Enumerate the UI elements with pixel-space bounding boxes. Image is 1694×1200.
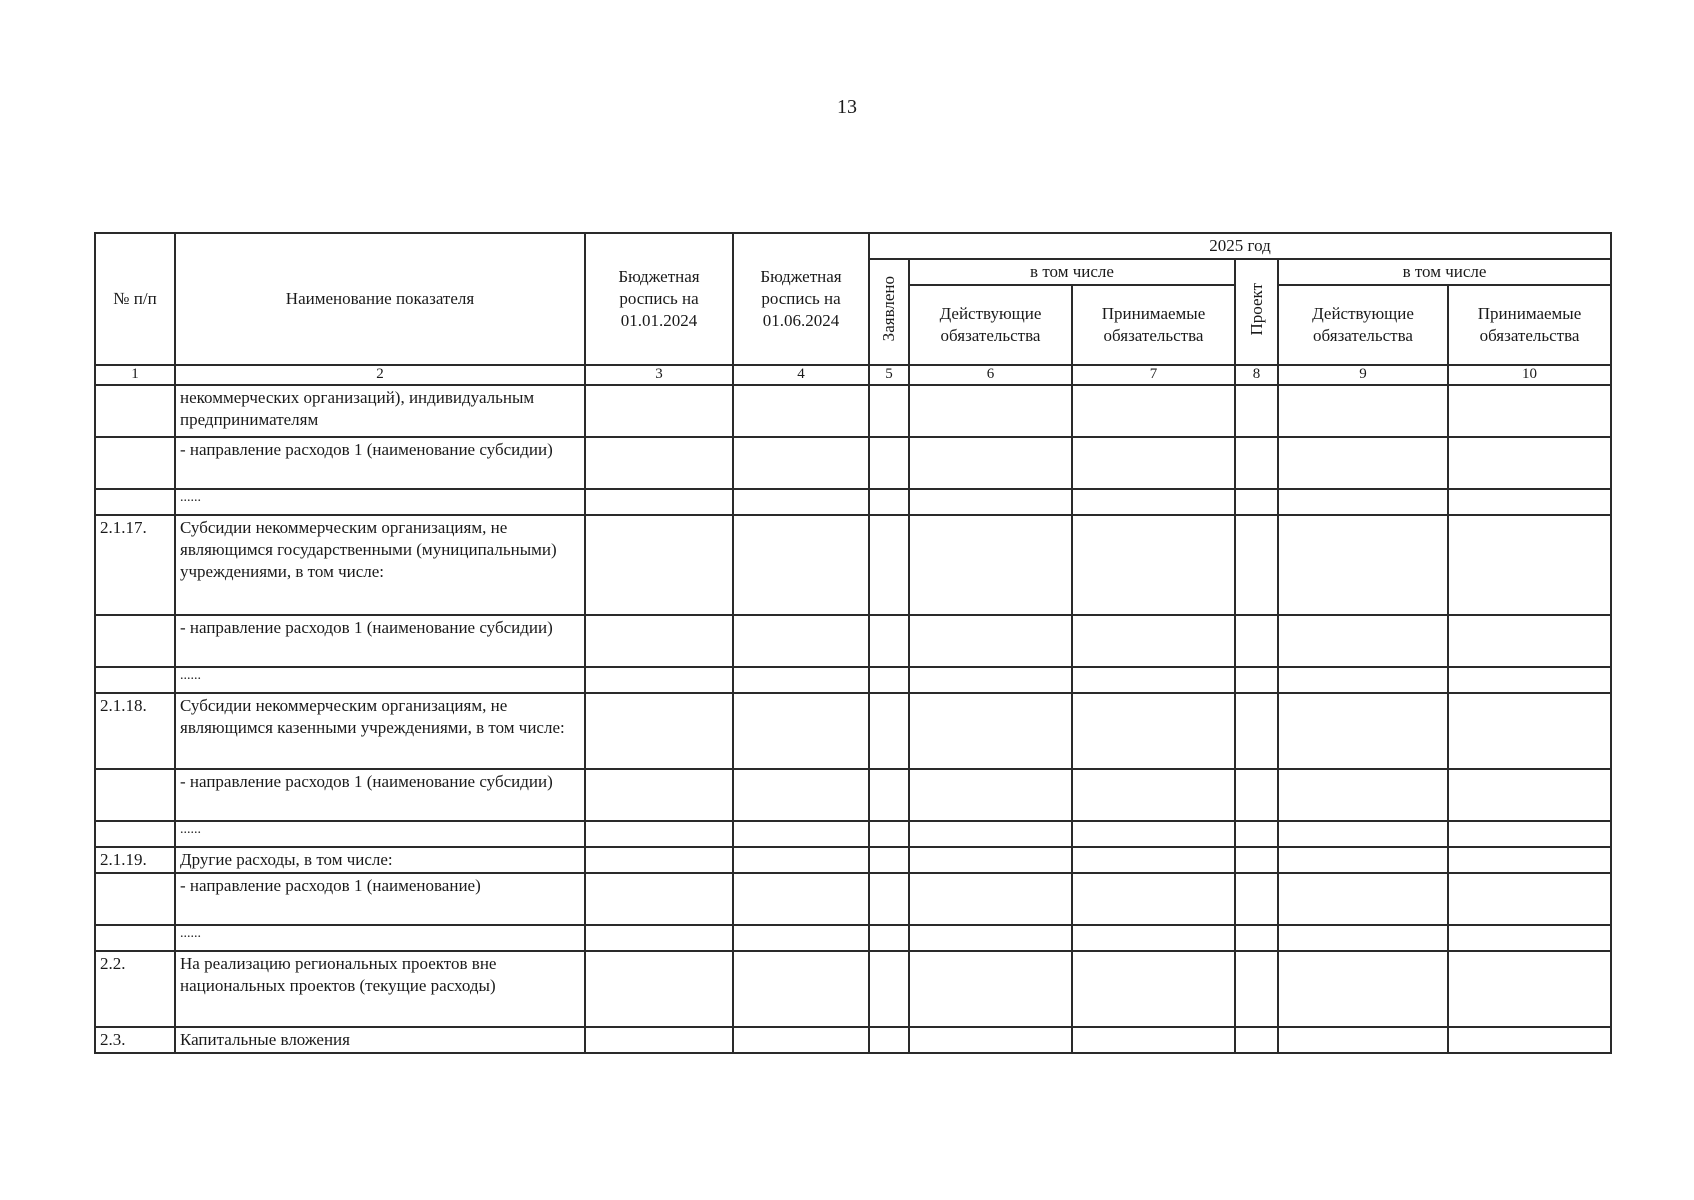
- col-number-10: 10: [1448, 365, 1611, 385]
- row-name: На реализацию региональных проектов вне национальных проектов (текущие расходы): [175, 951, 585, 1027]
- header-declared-label: Заявлено: [879, 276, 898, 342]
- row-number: [95, 821, 175, 847]
- row-name: - направление расходов 1 (наименование субсидии): [175, 437, 585, 489]
- row-number: 2.1.19.: [95, 847, 175, 873]
- header-project-label: Проект: [1246, 282, 1266, 336]
- row-name: - направление расходов 1 (наименование субсидии): [175, 769, 585, 821]
- header-project: [1235, 259, 1278, 365]
- table-row: [95, 873, 1611, 925]
- row-name: - направление расходов 1 (наименование): [175, 873, 585, 925]
- row-name: ......: [175, 925, 585, 951]
- col-number-1: 1: [95, 365, 175, 385]
- table-row: [95, 489, 1611, 515]
- col-number-4: 4: [733, 365, 869, 385]
- table-row: [95, 667, 1611, 693]
- row-name: ......: [175, 489, 585, 515]
- col-number-8: 8: [1235, 365, 1278, 385]
- table-row: [95, 615, 1611, 667]
- row-number: [95, 437, 175, 489]
- header-budget-0106: Бюджетная роспись на 01.06.2024: [733, 233, 869, 365]
- header-accepted-1: Принимаемые обязательства: [1072, 285, 1235, 365]
- header-including-1: в том числе: [909, 259, 1235, 285]
- table-row: [95, 437, 1611, 489]
- header-year: 2025 год: [869, 233, 1611, 259]
- column-number-row: [95, 365, 1611, 385]
- row-number: [95, 925, 175, 951]
- row-name: Капитальные вложения: [175, 1027, 585, 1053]
- row-number: 2.1.17.: [95, 515, 175, 615]
- row-number: [95, 615, 175, 667]
- budget-table: [94, 232, 1612, 1054]
- header-current-2: Действующие обязательства: [1278, 285, 1448, 365]
- page-number: 13: [837, 96, 857, 118]
- table-row: [95, 925, 1611, 951]
- table-row: [95, 821, 1611, 847]
- header-name: Наименование показателя: [175, 233, 585, 365]
- table-row: [95, 951, 1611, 1027]
- header-including-2: в том числе: [1278, 259, 1611, 285]
- header-current-1: Действующие обязательства: [909, 285, 1072, 365]
- row-number: [95, 489, 175, 515]
- row-name: ......: [175, 821, 585, 847]
- header-budget-0101: Бюджетная роспись на 01.01.2024: [585, 233, 733, 365]
- col-number-6: 6: [909, 365, 1072, 385]
- col-number-9: 9: [1278, 365, 1448, 385]
- row-name: Субсидии некоммерческим организациям, не являющимся государственными (муниципальными) учреждениями, в том числе:: [175, 515, 585, 615]
- header-accepted-2: Принимаемые обязательства: [1448, 285, 1611, 365]
- col-number-3: 3: [585, 365, 733, 385]
- row-number: [95, 385, 175, 437]
- table-row: [95, 1027, 1611, 1053]
- row-number: [95, 667, 175, 693]
- table-row: [95, 693, 1611, 769]
- row-name: ......: [175, 667, 585, 693]
- row-name: - направление расходов 1 (наименование субсидии): [175, 615, 585, 667]
- col-number-2: 2: [175, 365, 585, 385]
- row-number: 2.2.: [95, 951, 175, 1027]
- row-number: [95, 769, 175, 821]
- table-row: [95, 385, 1611, 437]
- col-number-5: 5: [869, 365, 909, 385]
- row-number: [95, 873, 175, 925]
- table-row: [95, 515, 1611, 615]
- row-number: 2.1.18.: [95, 693, 175, 769]
- table-row: [95, 847, 1611, 873]
- col-number-7: 7: [1072, 365, 1235, 385]
- row-number: 2.3.: [95, 1027, 175, 1053]
- row-name: Другие расходы, в том числе:: [175, 847, 585, 873]
- header-declared: [869, 259, 909, 365]
- row-name: некоммерческих организаций), индивидуальным предпринимателям: [175, 385, 585, 437]
- row-name: Субсидии некоммерческим организациям, не являющимся казенными учреждениями, в том числе:: [175, 693, 585, 769]
- header-num: № п/п: [95, 233, 175, 365]
- table-row: [95, 769, 1611, 821]
